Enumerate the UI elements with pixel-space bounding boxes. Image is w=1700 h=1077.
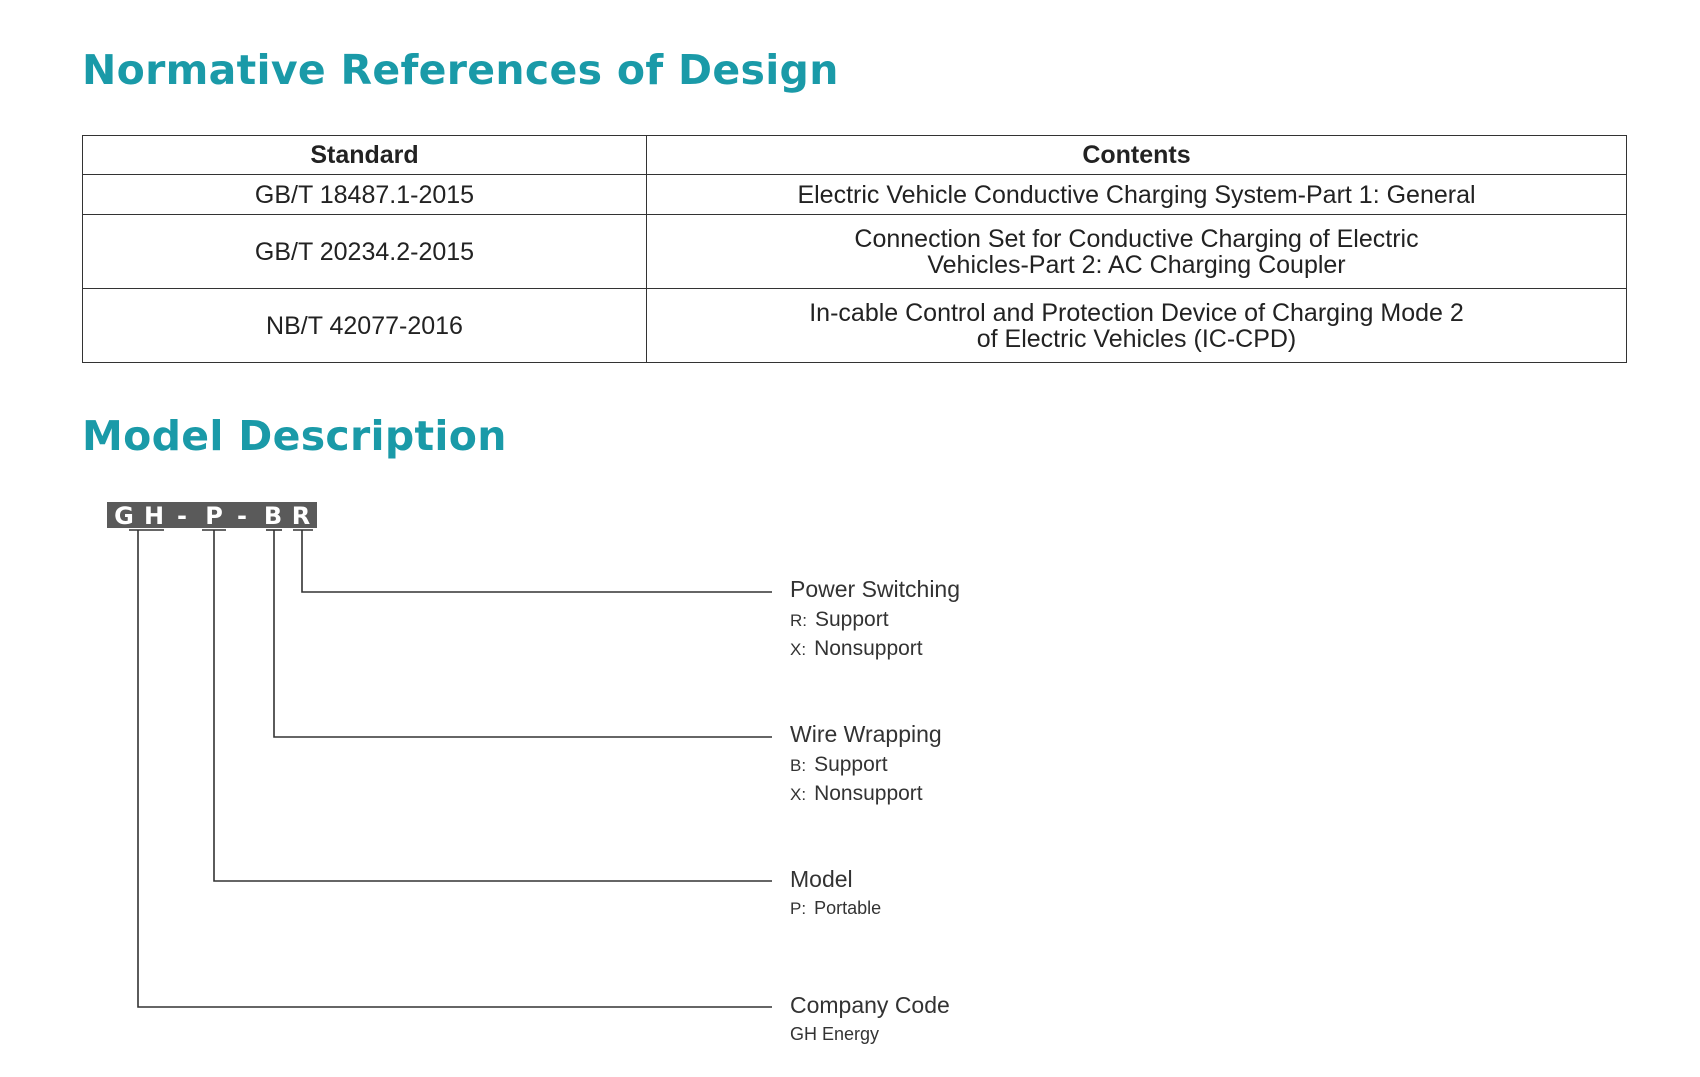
column-header-contents: Contents (647, 136, 1627, 175)
model-code-char: B (263, 502, 283, 530)
contents-line: Connection Set for Conductive Charging of Electric (854, 224, 1419, 253)
model-description-heading: Model Description (82, 412, 507, 460)
standard-cell: GB/T 18487.1-2015 (83, 175, 647, 215)
model-code-char: - (237, 502, 247, 530)
field-option: P: Portable (790, 898, 882, 918)
field-title: Power Switching (790, 576, 961, 602)
wire-wrapping-label (790, 723, 942, 804)
model-code-char: P (205, 502, 223, 530)
field-title: Company Code (790, 992, 950, 1018)
standard-cell: NB/T 42077-2016 (83, 289, 647, 363)
leader-line-company-code (138, 530, 772, 1007)
field-title: Wire Wrapping (790, 721, 942, 747)
field-option: GH Energy (790, 1024, 880, 1044)
field-option: X: Nonsupport (790, 782, 923, 805)
model-label (790, 868, 881, 917)
contents-line: Vehicles-Part 2: AC Charging Coupler (927, 250, 1346, 279)
power-switching-label (790, 578, 960, 659)
field-option: X: Nonsupport (790, 637, 923, 660)
contents-line: of Electric Vehicles (IC-CPD) (976, 324, 1297, 353)
column-header-standard: Standard (83, 136, 647, 175)
field-title: Model (790, 866, 853, 892)
contents-line: In-cable Control and Protection Device of Charging Mode 2 (809, 298, 1464, 327)
standard-cell: GB/T 20234.2-2015 (83, 215, 647, 289)
normative-references-heading: Normative References of Design (82, 46, 839, 94)
model-code-char: - (177, 502, 187, 530)
contents-cell: Electric Vehicle Conductive Charging System-Part 1: General (647, 175, 1627, 215)
model-code-char: G (114, 502, 134, 530)
model-code-char: R (291, 502, 311, 530)
leader-line-wire-wrapping (274, 530, 772, 737)
leader-line-power-switching (302, 530, 772, 592)
field-option: R: Support (790, 608, 889, 631)
field-option: B: Support (790, 753, 888, 776)
leader-line-model (214, 530, 772, 881)
model-code-char: H (143, 502, 165, 530)
company-code-label (790, 994, 950, 1043)
